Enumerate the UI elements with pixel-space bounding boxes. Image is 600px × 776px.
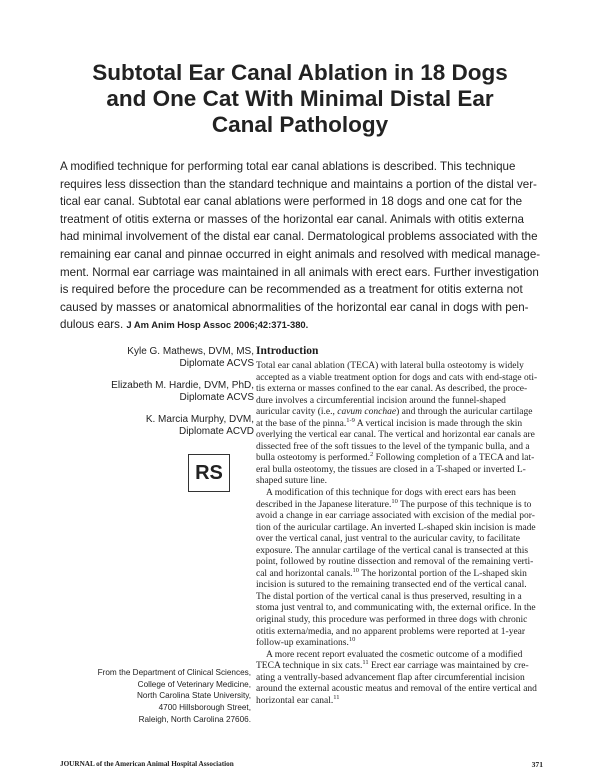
affiliation-line: From the Department of Clinical Sciences, xyxy=(97,668,251,677)
abstract-line: had minimal involvement of the distal ear canal. Dermatological problems associated with the xyxy=(60,230,538,244)
body-line: shaped suture line. xyxy=(256,476,327,487)
body-line: ating a ventrally-based advancement flap after circumferential incision xyxy=(256,672,525,683)
body-line: cal and horizontal canals.$^{10}$ The horizontal portion of the L-shaped skin xyxy=(256,566,527,579)
body-line: Total ear canal ablation (TECA) with lateral bulla osteotomy is widely xyxy=(256,361,524,371)
abstract-end: dulous ears. xyxy=(60,318,124,332)
abstract-line: requires less dissection than the standard technique and maintains a portion of the distal ver- xyxy=(60,177,537,191)
body-line: avoid a change in ear carriage associated with excision of the medial por- xyxy=(256,511,535,522)
section-heading: Introduction xyxy=(256,345,319,357)
abstract-line: is required before the procedure can be recommended as a treatment for otitis externa not xyxy=(60,283,523,297)
body-line: TECA technique in six cats.$^{11}$ Erect ear carriage was maintained by cre- xyxy=(256,659,529,672)
abstract-line: A modified technique for performing total ear canal ablations is described. This technique xyxy=(60,160,516,173)
body-line: horizontal ear canal.$^{11}$ xyxy=(256,693,340,706)
body-line: dure involves a circumferential incision around the funnel-shaped xyxy=(256,395,506,406)
body-line: A modification of this technique for dogs with erect ears has been xyxy=(266,488,516,499)
body-line: auricular cavity (i.e., cavum conchae) and through the auricular cartilage xyxy=(256,407,533,418)
author-credential: Diplomate ACVS xyxy=(179,358,254,370)
title-line: Subtotal Ear Canal Ablation in 18 Dogs xyxy=(92,60,508,85)
abstract xyxy=(60,158,548,334)
author xyxy=(70,414,254,439)
affiliation-line: Raleigh, North Carolina 27606. xyxy=(138,714,251,724)
article-type-badge: RS xyxy=(188,454,230,492)
abstract-line: treatment of otitis externa or masses of the horizontal ear canal. Animals with otitis externa xyxy=(60,212,524,226)
body-line: otitis externa/media, and no apparent problems were reported at 1-year xyxy=(256,626,526,637)
author-credential: Diplomate ACVS xyxy=(179,392,254,404)
affiliation-line: College of Veterinary Medicine, xyxy=(137,679,251,689)
body-line: at the base of the pinna.$^{1-9}$ A vertical incision is made through the skin xyxy=(256,416,523,429)
body-line: follow-up examinations.$^{10}$ xyxy=(256,635,356,649)
title-line: Canal Pathology xyxy=(211,112,389,137)
author xyxy=(70,380,254,405)
body-line: dissected free of the soft tissues to the level of the tympanic bulla, and a xyxy=(256,441,530,452)
author-name: Kyle G. Mathews, DVM, MS, xyxy=(127,346,254,357)
author-credential: Diplomate ACVD xyxy=(178,426,254,438)
affiliation-line: 4700 Hillsborough Street, xyxy=(158,703,251,713)
body-line: accepted as a viable treatment option for dogs and cats with end-stage oti- xyxy=(256,372,538,383)
body-line: The distal portion of the vertical canal is thus preserved, resulting in a xyxy=(256,591,522,602)
affiliation-line: North Carolina State University, xyxy=(136,691,251,701)
abstract-line: ment. Normal ear carriage was maintained in all animals with erect ears. Further investigation xyxy=(60,265,539,279)
body-line: point, followed by routine dissection and removal of the remaining verti- xyxy=(256,557,534,568)
body-line: bulla osteotomy is performed.$^2$ Following completion of a TECA and lat- xyxy=(256,451,535,464)
body-line: exposure. The annular cartilage of the vertical canal is transected at this xyxy=(256,545,529,556)
body-line: described in the Japanese literature.$^{10}$ The purpose of this technique is to xyxy=(256,497,532,510)
abstract-line: caused by masses or anatomical abnormalities of the horizontal ear canal in dogs with pen- xyxy=(60,300,529,314)
body-line: tis externa or masses confined to the ear canal. As described, the proce- xyxy=(256,384,528,395)
body-line: stoma just ventral to, and communicating with, the external orifice. In the xyxy=(256,603,536,614)
body-line: original study, this procedure was performed in three dogs with chronic xyxy=(256,615,528,626)
body-line: tion of the auricular cartilage. An inverted L-shaped skin incision is made xyxy=(256,522,536,533)
article-title xyxy=(40,60,560,138)
body-line: over the vertical canal, just ventral to the auricular cavity, to facilitate xyxy=(256,534,520,545)
author xyxy=(70,346,254,371)
author-list xyxy=(70,346,254,447)
abstract-line: remaining ear canal and pinnae occurred in eight animals and resolved with medical manage- xyxy=(60,247,541,261)
running-footer-journal: JOURNAL of the American Animal Hospital Association xyxy=(60,760,234,768)
page-number: 371 xyxy=(531,760,543,769)
journal-citation: J Am Anim Hosp Assoc 2006;42:371-380. xyxy=(126,319,309,331)
body-line: incision is sutured to the remaining transected end of the vertical canal. xyxy=(256,580,527,591)
body-text xyxy=(256,361,541,707)
affiliation xyxy=(60,667,251,726)
abstract-line-last xyxy=(60,316,548,334)
abstract-line: tical ear canal. Subtotal ear canal ablations were performed in 18 dogs and one cat for the xyxy=(60,195,523,209)
body-line: eral bulla osteotomy, the tissues are closed in a T-shaped or inverted L- xyxy=(256,464,526,475)
body-line: A more recent report evaluated the cosmetic outcome of a modified xyxy=(266,649,523,660)
title-line: and One Cat With Minimal Distal Ear xyxy=(106,86,494,111)
body-line: overlying the vertical ear canal. The vertical and horizontal ear canals are xyxy=(256,430,535,441)
author-name: K. Marcia Murphy, DVM, xyxy=(145,413,254,425)
author-name: Elizabeth M. Hardie, DVM, PhD, xyxy=(111,379,254,391)
body-line: around the external acoustic meatus and removal of the entire vertical and xyxy=(256,684,537,695)
